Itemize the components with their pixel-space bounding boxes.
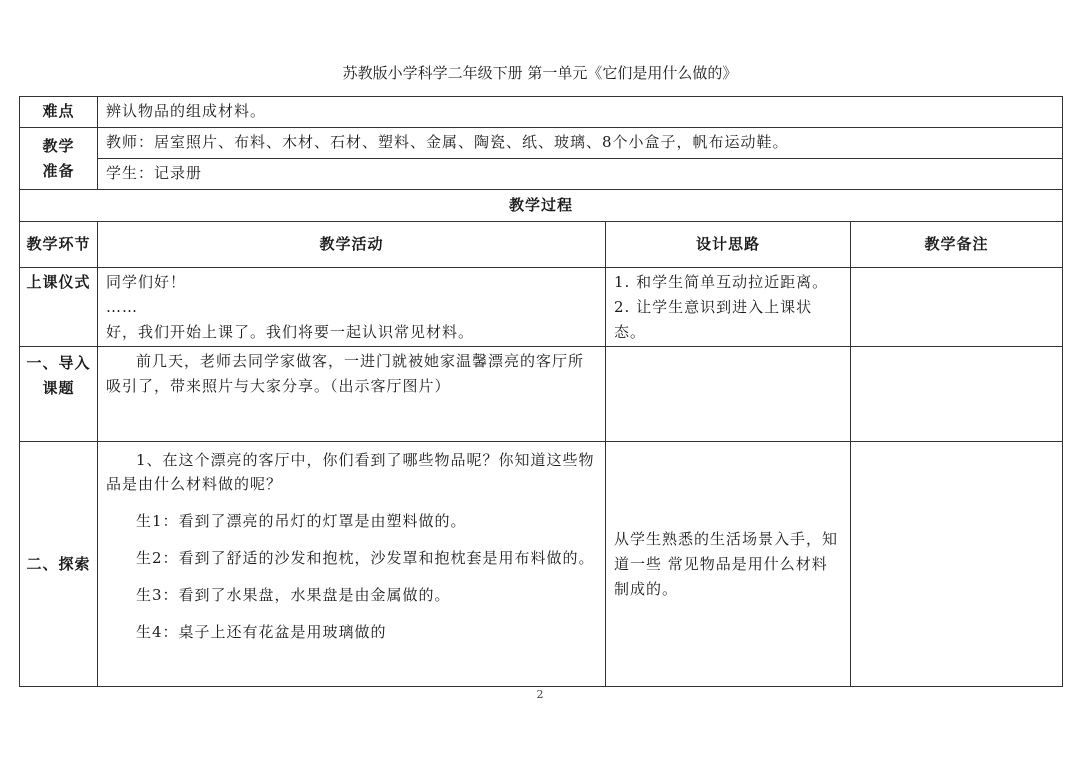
- activity-paragraph: 同学们好！: [106, 273, 187, 291]
- column-header-activity: 教学活动: [98, 222, 606, 268]
- activity-paragraph: 1、在这个漂亮的客厅中，你们看到了哪些物品呢？你知道这些物品是由什么材料做的呢？: [106, 451, 595, 494]
- activity-paragraph: 生2：看到了舒适的沙发和抱枕，沙发罩和抱枕套是用布料做的。: [136, 549, 595, 568]
- activity-cell: [98, 268, 606, 347]
- column-header-notes: 教学备注: [851, 222, 1063, 268]
- table-row: [20, 442, 1063, 687]
- notes-cell: [851, 442, 1063, 687]
- design-cell: 1. 和学生简单互动拉近距离。2. 让学生意识到进入上课状态。: [606, 268, 851, 347]
- design-cell: [606, 347, 851, 442]
- activity-paragraph: 前几天，老师去同学家做客，一进门就被她家温馨漂亮的客厅所吸引了，带来照片与大家分享。（出示客厅图片）: [106, 352, 585, 395]
- column-header-stage: 教学环节: [20, 222, 98, 268]
- notes-cell: [851, 347, 1063, 442]
- difficulty-row: [20, 97, 1063, 128]
- lesson-plan-table: [19, 96, 1063, 687]
- notes-cell: [851, 268, 1063, 347]
- table-row: [20, 268, 1063, 347]
- stage-cell: 一、导入课题: [20, 347, 98, 442]
- activity-cell: [98, 442, 606, 687]
- stage-cell: 二、探索: [20, 442, 98, 687]
- column-header-design: 设计思路: [606, 222, 851, 268]
- activity-cell: [98, 347, 606, 442]
- page-header-title: 苏教版小学科学二年级下册 第一单元《它们是用什么做的》: [342, 64, 738, 82]
- activity-paragraph: 生4：桌子上还有花盆是用玻璃做的: [136, 623, 387, 642]
- column-header-row: [20, 222, 1063, 268]
- design-cell: 从学生熟悉的生活场景入手，知道一些 常见物品是用什么材料制成的。: [606, 442, 851, 687]
- preparation-teacher-row: [20, 128, 1063, 159]
- preparation-student: 学生：记录册: [98, 159, 1063, 190]
- activity-paragraph: 生3：看到了水果盘，水果盘是由金属做的。: [136, 586, 451, 605]
- preparation-student-row: [20, 159, 1063, 190]
- preparation-label: [20, 128, 98, 190]
- process-title: 教学过程: [20, 190, 1063, 222]
- table-row: [20, 347, 1063, 442]
- preparation-label-line1: 教学: [42, 136, 75, 155]
- stage-cell: 上课仪式: [20, 268, 98, 347]
- process-title-row: [20, 190, 1063, 222]
- difficulty-label: 难点: [20, 97, 98, 128]
- page-number: 2: [536, 688, 544, 701]
- preparation-label-line2: 准备: [42, 161, 75, 180]
- preparation-teacher: 教师：居室照片、布料、木材、石材、塑料、金属、陶瓷、纸、玻璃、8个小盒子，帆布运动鞋。: [98, 128, 1063, 159]
- activity-paragraph: ……: [106, 297, 138, 316]
- activity-paragraph: 生1：看到了漂亮的吊灯的灯罩是由塑料做的。: [136, 512, 467, 531]
- activity-paragraph: 好，我们开始上课了。我们将要一起认识常见材料。: [106, 322, 475, 341]
- difficulty-value: 辨认物品的组成材料。: [98, 97, 1063, 128]
